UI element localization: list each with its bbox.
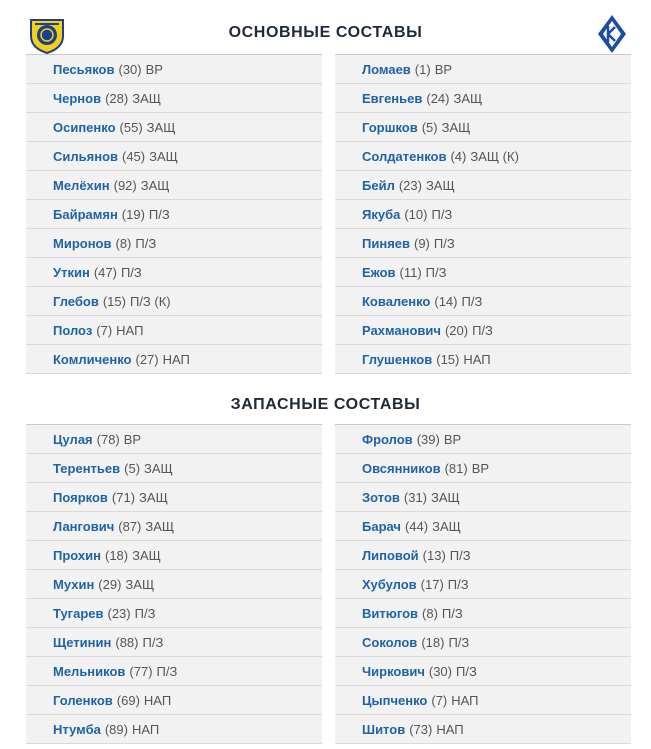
player-number: (31) bbox=[403, 489, 428, 505]
player-row bbox=[335, 55, 631, 84]
player-name-link[interactable]: Полоз bbox=[53, 322, 93, 338]
player-name-link[interactable]: Ломаев bbox=[362, 61, 411, 77]
player-name-link[interactable]: Мухин bbox=[53, 576, 95, 592]
player-number: (7) bbox=[431, 692, 448, 708]
player-row bbox=[26, 229, 322, 258]
player-position: НАП bbox=[463, 351, 491, 367]
player-number: (7) bbox=[96, 322, 113, 338]
player-row bbox=[26, 142, 322, 171]
player-row bbox=[26, 628, 322, 657]
player-position: ЗАЩ bbox=[149, 148, 178, 164]
player-number: (28) bbox=[105, 90, 129, 106]
player-position: П/З bbox=[148, 206, 170, 222]
player-name-link[interactable]: Ежов bbox=[362, 264, 396, 280]
player-number: (8) bbox=[115, 235, 132, 251]
player-row bbox=[335, 229, 631, 258]
player-name-link[interactable]: Овсянников bbox=[362, 460, 441, 476]
player-position: П/З bbox=[120, 264, 142, 280]
player-name-link[interactable]: Хубулов bbox=[362, 576, 417, 592]
player-number: (24) bbox=[426, 90, 450, 106]
player-row bbox=[335, 483, 631, 512]
player-position: П/З bbox=[448, 634, 470, 650]
player-row bbox=[26, 541, 322, 570]
player-row bbox=[335, 541, 631, 570]
player-position: П/З bbox=[135, 235, 157, 251]
player-name-link[interactable]: Голенков bbox=[53, 692, 113, 708]
player-number: (8) bbox=[422, 605, 438, 621]
player-position: ЗАЩ bbox=[139, 489, 168, 505]
player-position: ВР bbox=[443, 431, 462, 447]
player-row bbox=[335, 715, 631, 744]
player-number: (55) bbox=[119, 119, 143, 135]
player-name-link[interactable]: Цыпченко bbox=[362, 692, 428, 708]
home-substitutes-lineup bbox=[26, 424, 322, 744]
player-number: (69) bbox=[116, 692, 140, 708]
player-name-link[interactable]: Цулая bbox=[53, 431, 93, 447]
player-name-link[interactable]: Рахманович bbox=[362, 322, 441, 338]
player-row bbox=[26, 570, 322, 599]
player-name-link[interactable]: Липовой bbox=[362, 547, 419, 563]
player-position: ЗАЩ bbox=[140, 177, 170, 193]
player-position: НАП bbox=[143, 692, 172, 708]
player-name-link[interactable]: Солдатенков bbox=[362, 148, 447, 164]
player-position: ЗАЩ bbox=[453, 90, 483, 106]
player-number: (23) bbox=[398, 177, 422, 193]
player-name-link[interactable]: Терентьев bbox=[53, 460, 121, 476]
player-number: (11) bbox=[399, 264, 422, 280]
player-row bbox=[26, 425, 322, 454]
player-row bbox=[26, 113, 322, 142]
player-row bbox=[26, 454, 322, 483]
player-row bbox=[335, 142, 631, 171]
player-name-link[interactable]: Шитов bbox=[362, 721, 406, 737]
player-position: П/З bbox=[134, 605, 156, 621]
player-number: (88) bbox=[115, 634, 139, 650]
player-name-link[interactable]: Поярков bbox=[53, 489, 108, 505]
player-position: НАП bbox=[162, 351, 190, 367]
player-number: (18) bbox=[421, 634, 445, 650]
player-number: (92) bbox=[113, 177, 137, 193]
player-position: ЗАЩ bbox=[431, 489, 460, 505]
player-row bbox=[335, 84, 631, 113]
player-name-link[interactable]: Сильянов bbox=[53, 148, 118, 164]
player-name-link[interactable]: Нтумба bbox=[53, 721, 101, 737]
player-number: (78) bbox=[96, 431, 120, 447]
player-row bbox=[26, 512, 322, 541]
player-row bbox=[335, 628, 631, 657]
player-position: П/З bbox=[433, 235, 455, 251]
player-number: (9) bbox=[414, 235, 430, 251]
player-number: (89) bbox=[104, 721, 128, 737]
player-row bbox=[26, 483, 322, 512]
player-name-link[interactable]: Евгеньев bbox=[362, 90, 423, 106]
player-name-link[interactable]: Комличенко bbox=[53, 351, 132, 367]
player-row bbox=[26, 55, 322, 84]
player-row bbox=[26, 686, 322, 715]
player-position: П/З bbox=[425, 264, 447, 280]
player-name-link[interactable]: Осипенко bbox=[53, 119, 116, 135]
player-number: (14) bbox=[434, 293, 458, 309]
player-row bbox=[335, 345, 631, 374]
player-position: П/З (К) bbox=[129, 293, 171, 309]
player-name-link[interactable]: Щетинин bbox=[53, 634, 112, 650]
away-main-lineup bbox=[335, 54, 631, 374]
player-name-link[interactable]: Витюгов bbox=[362, 605, 419, 621]
player-name-link[interactable]: Песьяков bbox=[53, 61, 115, 77]
away-substitutes-lineup bbox=[335, 424, 631, 744]
player-name-link[interactable]: Миронов bbox=[53, 235, 112, 251]
player-row bbox=[335, 512, 631, 541]
player-number: (19) bbox=[121, 206, 145, 222]
player-row bbox=[335, 454, 631, 483]
player-row bbox=[26, 200, 322, 229]
player-position: ВР bbox=[434, 61, 453, 77]
player-name-link[interactable]: Фролов bbox=[362, 431, 413, 447]
home-main-lineup bbox=[26, 54, 322, 374]
player-row bbox=[335, 287, 631, 316]
player-number: (73) bbox=[409, 721, 433, 737]
player-number: (45) bbox=[122, 148, 146, 164]
player-number: (27) bbox=[135, 351, 159, 367]
player-name-link[interactable]: Глебов bbox=[53, 293, 99, 309]
player-number: (30) bbox=[118, 61, 142, 77]
substitutes-title: ЗАПАСНЫЕ СОСТАВЫ bbox=[230, 396, 421, 413]
player-name-link[interactable]: Прохин bbox=[53, 547, 101, 563]
player-name-link[interactable]: Тугарев bbox=[53, 605, 104, 621]
player-name-link[interactable]: Якуба bbox=[362, 206, 401, 222]
player-position: П/З bbox=[142, 634, 164, 650]
player-number: (1) bbox=[414, 61, 431, 77]
main-lineups-title: ОСНОВНЫЕ СОСТАВЫ bbox=[228, 24, 423, 41]
player-position: ЗАЩ bbox=[441, 119, 471, 135]
player-row bbox=[335, 113, 631, 142]
player-name-link[interactable]: Мельников bbox=[53, 663, 126, 679]
player-name-link[interactable]: Чернов bbox=[53, 90, 102, 106]
player-position: П/З bbox=[447, 576, 469, 592]
player-number: (44) bbox=[404, 518, 429, 534]
player-row bbox=[335, 686, 631, 715]
player-number: (13) bbox=[422, 547, 446, 563]
player-name-link[interactable]: Барач bbox=[362, 518, 401, 534]
player-row bbox=[26, 316, 322, 345]
player-name-link[interactable]: Мелёхин bbox=[53, 177, 110, 193]
player-name-link[interactable]: Зотов bbox=[362, 489, 400, 505]
player-number: (4) bbox=[450, 148, 467, 164]
player-position: ЗАЩ bbox=[432, 518, 461, 534]
player-row bbox=[335, 570, 631, 599]
player-name-link[interactable]: Бейл bbox=[362, 177, 395, 193]
player-number: (5) bbox=[124, 460, 141, 476]
player-row bbox=[26, 599, 322, 628]
player-number: (20) bbox=[444, 322, 469, 338]
player-position: ЗАЩ bbox=[146, 119, 176, 135]
player-number: (30) bbox=[428, 663, 452, 679]
player-number: (39) bbox=[416, 431, 440, 447]
player-position: П/З bbox=[449, 547, 471, 563]
player-row bbox=[335, 657, 631, 686]
player-number: (29) bbox=[98, 576, 122, 592]
player-position: П/З bbox=[456, 663, 477, 679]
player-name-link[interactable]: Чиркович bbox=[362, 663, 425, 679]
player-position: ВР bbox=[145, 61, 163, 77]
krylia-sovetov-crest-icon[interactable] bbox=[597, 14, 627, 54]
player-row bbox=[26, 657, 322, 686]
player-name-link[interactable]: Байрамян bbox=[53, 206, 118, 222]
player-row bbox=[26, 258, 322, 287]
player-number: (81) bbox=[444, 460, 468, 476]
player-name-link[interactable]: Пиняев bbox=[362, 235, 410, 251]
player-position: НАП bbox=[116, 322, 144, 338]
player-row bbox=[335, 200, 631, 229]
player-number: (15) bbox=[436, 351, 460, 367]
player-number: (71) bbox=[111, 489, 136, 505]
player-name-link[interactable]: Горшков bbox=[362, 119, 418, 135]
player-name-link[interactable]: Соколов bbox=[362, 634, 418, 650]
player-position: П/З bbox=[156, 663, 178, 679]
player-position: ЗАЩ bbox=[132, 90, 161, 106]
player-number: (23) bbox=[107, 605, 131, 621]
player-position: П/З bbox=[472, 322, 493, 338]
player-number: (77) bbox=[129, 663, 153, 679]
player-position: ВР bbox=[471, 460, 490, 476]
player-position: П/З bbox=[431, 206, 453, 222]
player-position: ЗАЩ bbox=[125, 576, 155, 592]
player-row bbox=[26, 715, 322, 744]
player-position: ЗАЩ bbox=[144, 460, 173, 476]
player-number: (87) bbox=[118, 518, 142, 534]
player-row bbox=[26, 287, 322, 316]
player-position: ЗАЩ (К) bbox=[470, 148, 519, 164]
player-position: П/З bbox=[461, 293, 483, 309]
player-name-link[interactable]: Коваленко bbox=[362, 293, 431, 309]
player-row bbox=[26, 171, 322, 200]
player-number: (18) bbox=[104, 547, 129, 563]
player-number: (10) bbox=[404, 206, 428, 222]
player-row bbox=[335, 599, 631, 628]
player-number: (15) bbox=[102, 293, 126, 309]
player-position: ЗАЩ bbox=[132, 547, 161, 563]
player-row bbox=[26, 84, 322, 113]
player-name-link[interactable]: Уткин bbox=[53, 264, 90, 280]
player-position: ЗАЩ bbox=[145, 518, 175, 534]
player-position: НАП bbox=[451, 692, 479, 708]
player-name-link[interactable]: Глушенков bbox=[362, 351, 433, 367]
player-row bbox=[335, 171, 631, 200]
player-position: ЗАЩ bbox=[425, 177, 455, 193]
player-row bbox=[335, 425, 631, 454]
player-row bbox=[26, 345, 322, 374]
player-number: (5) bbox=[421, 119, 438, 135]
player-position: П/З bbox=[441, 605, 463, 621]
player-number: (17) bbox=[420, 576, 444, 592]
player-number: (47) bbox=[93, 264, 117, 280]
player-position: НАП bbox=[436, 721, 464, 737]
player-row bbox=[335, 258, 631, 287]
player-name-link[interactable]: Лангович bbox=[53, 518, 115, 534]
player-position: ВР bbox=[123, 431, 142, 447]
player-position: НАП bbox=[131, 721, 160, 737]
player-row bbox=[335, 316, 631, 345]
